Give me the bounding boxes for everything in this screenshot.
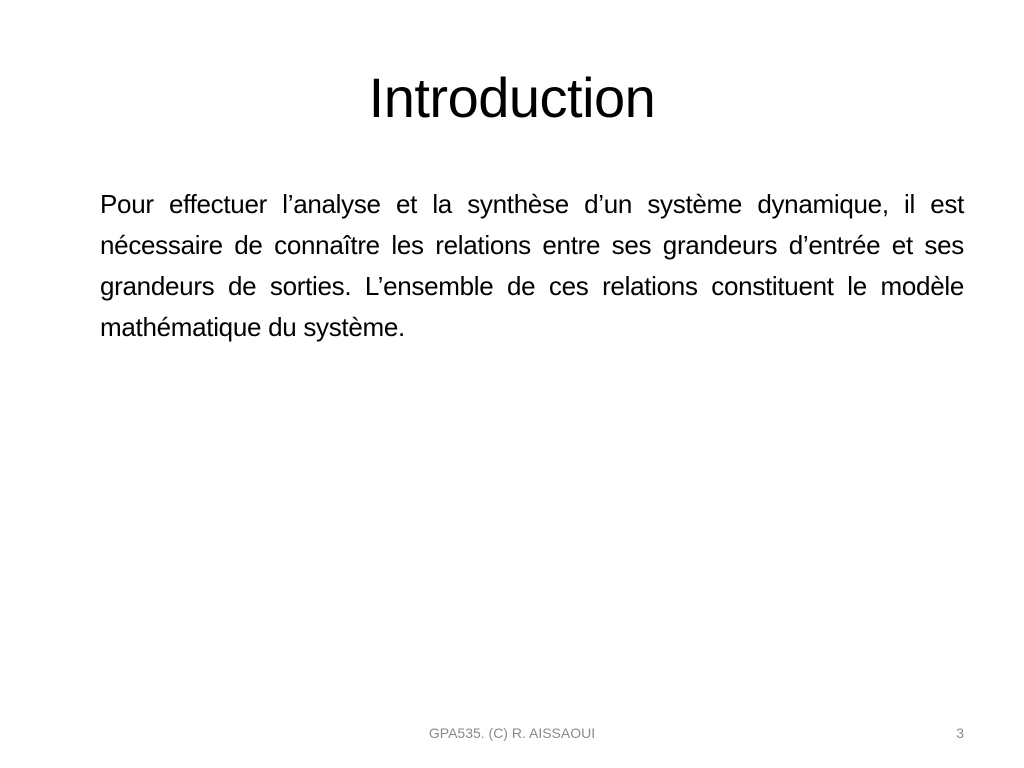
slide-title: Introduction bbox=[368, 66, 656, 129]
slide-body-text: Pour effectuer l’analyse et la synthèse d’un système dynamique, il est nécessaire de connaître les relations entre ses grandeurs d’entrée et ses grandeurs de sorties. L’ensemble de ces relations constituent le modèle mathématique du système. bbox=[100, 189, 964, 342]
slide-page-number: 3 bbox=[956, 725, 964, 741]
slide-footer: GPA535. (C) R. AISSAOUI bbox=[428, 725, 596, 741]
